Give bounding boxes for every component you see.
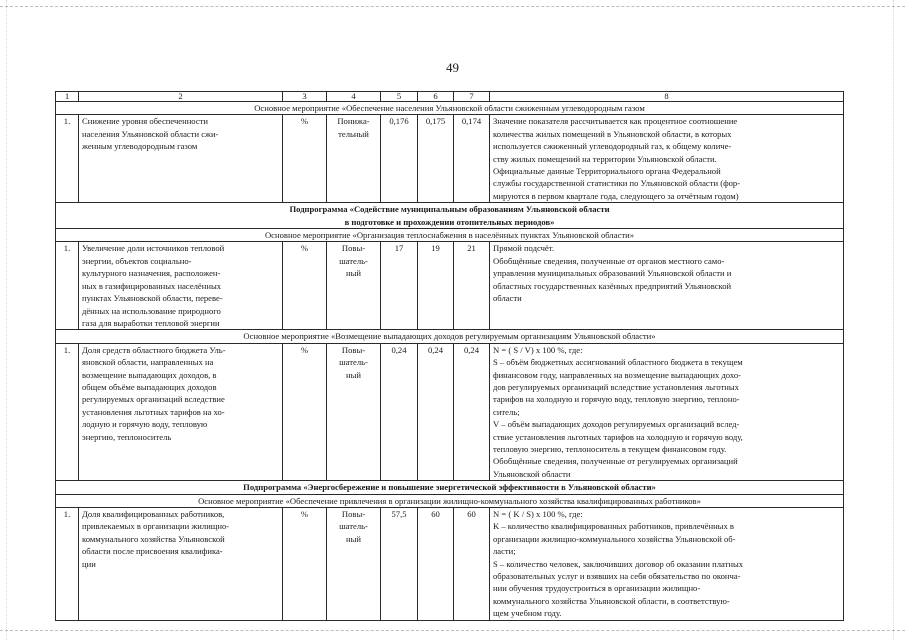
indicator-name: [79, 115, 283, 203]
scan-edge-bottom: [0, 630, 905, 631]
method-description-line: области: [493, 293, 522, 304]
value-year-3: 0,174: [454, 115, 490, 203]
value-year-1: 0,24: [381, 343, 418, 480]
indicator-name-line: Доля квалифицированных работников,: [82, 509, 225, 519]
scan-edge-top: [0, 6, 905, 7]
method-description-line: Ульяновской области: [493, 468, 571, 479]
indicator-name-line: женным углеводородным газом: [82, 141, 198, 152]
indicator-name-line: Доля средств областного бюджета Уль-: [82, 344, 226, 355]
subprogram-row: [56, 481, 844, 494]
indicator-name-line: возмещение выпадающих доходов, в: [82, 369, 217, 380]
value-year-2: 19: [418, 242, 454, 330]
row-number: 1.: [56, 343, 79, 480]
direction-line: Повы-: [341, 243, 366, 254]
direction-line: шатель-: [339, 357, 368, 368]
subprogram-row: [56, 203, 844, 229]
main-event-title: Основное мероприятие «Возмещение выпадающих доходов регулируемым организациям Ульяновской области»: [56, 330, 844, 343]
direction-line: Понижа-: [337, 116, 370, 127]
value-year-3: 60: [454, 508, 490, 621]
indicator-row: [56, 115, 844, 203]
indicator-name-line: ции: [82, 558, 96, 569]
indicator-name: [79, 242, 283, 330]
direction-cell: [327, 508, 381, 621]
method-description-line: Значение показателя рассчитывается как процентное соотношение: [493, 116, 738, 127]
direction-line: шатель-: [339, 521, 368, 532]
method-description-line: Обобщённые сведения, полученные от регулируемых организаций: [493, 456, 738, 467]
indicator-name-line: установления льготных тарифов на хо-: [82, 406, 225, 417]
indicator-name-line: газа для выработки тепловой энергии: [82, 317, 220, 328]
direction-line: ный: [346, 533, 361, 544]
indicator-name-line: лодную и горячую воду, тепловую: [82, 419, 208, 430]
indicator-name-line: яновской области, направленных на: [82, 357, 214, 368]
method-description-line: Обобщённые сведения, полученные от органов местного само-: [493, 255, 725, 266]
indicator-name-line: регулируемых организаций вследствие: [82, 394, 225, 405]
method-description-line: N = ( K / S) x 100 %, где:: [493, 509, 583, 519]
row-number: 1.: [56, 242, 79, 330]
method-description-line: управления муниципальных образований Ульяновской области и: [493, 268, 732, 279]
method-description-line: службы государственной статистики по Ульяновской области (фор-: [493, 178, 741, 189]
main-event-title: Основное мероприятие «Обеспечение населения Ульяновской области сжиженным углеводородным газом: [56, 102, 844, 115]
unit-cell: %: [283, 508, 327, 621]
value-year-2: 0,175: [418, 115, 454, 203]
indicator-name-line: энергии, объектов социально-: [82, 255, 192, 266]
value-year-1: 57,5: [381, 508, 418, 621]
main-event-row: [56, 229, 844, 242]
method-description-line: V – объём выпадающих доходов регулируемых организаций вслед-: [493, 419, 740, 430]
method-description-line: Официальные данные Территориального органа Федеральной: [493, 166, 721, 177]
column-number: 1: [56, 92, 79, 102]
method-description-line: организации жилищно-коммунального хозяйства Ульяновской об-: [493, 533, 736, 544]
value-year-3: 21: [454, 242, 490, 330]
indicator-name-line: привлекаемых в организации жилищно-: [82, 521, 230, 532]
method-description-line: ству жилых помещений на территории Ульяновской области.: [493, 153, 717, 164]
method-description-line: S – объём бюджетных ассигнований областного бюджета в текущем: [493, 357, 743, 368]
row-number: 1.: [56, 115, 79, 203]
column-number: 8: [490, 92, 844, 102]
method-description: [490, 343, 844, 480]
indicator-name-line: Снижение уровня обеспеченности: [82, 116, 208, 127]
direction-line: ный: [346, 268, 361, 279]
main-event-row: [56, 330, 844, 343]
indicator-name: [79, 508, 283, 621]
subprogram-title-line: в подготовке и прохождении отопительных периодов»: [344, 216, 555, 227]
scan-edge-left: [6, 0, 7, 640]
main-event-title: Основное мероприятие «Организация теплоснабжения в населённых пунктах Ульяновской области»: [56, 229, 844, 242]
column-number: 2: [79, 92, 283, 102]
indicator-name-line: коммунального хозяйства Ульяновской: [82, 533, 225, 544]
value-year-3: 0,24: [454, 343, 490, 480]
value-year-2: 60: [418, 508, 454, 621]
page-number: 49: [446, 60, 459, 75]
method-description-line: образовательных услуг и взявших на себя обязательство по оконча-: [493, 571, 741, 582]
value-year-2: 0,24: [418, 343, 454, 480]
method-description-line: щем учебном году.: [493, 608, 562, 619]
direction-line: ный: [346, 369, 361, 380]
method-description-line: N = ( S / V) x 100 %, где:: [493, 344, 583, 355]
row-number: 1.: [56, 508, 79, 621]
method-description-line: ствие установления льготных тарифов на холодную и горячую воду,: [493, 431, 743, 442]
direction-line: шатель-: [339, 255, 368, 266]
unit-cell: %: [283, 115, 327, 203]
main-event-row: [56, 102, 844, 115]
column-number: 3: [283, 92, 327, 102]
direction-cell: [327, 343, 381, 480]
unit-cell: %: [283, 343, 327, 480]
value-year-1: 0,176: [381, 115, 418, 203]
indicator-name-line: дённых на использование природного: [82, 305, 221, 316]
indicator-name-line: энергию, теплоноситель: [82, 431, 172, 442]
method-description: [490, 242, 844, 330]
indicators-table: [55, 91, 844, 621]
method-description-line: областных государственных казённых предприятий Ульяновской: [493, 280, 732, 291]
method-description-line: K – количество квалифицированных работников, привлечённых в: [493, 521, 734, 532]
subprogram-title: [56, 481, 844, 494]
column-number: 6: [418, 92, 454, 102]
method-description-line: S – количество человек, заключивших договор об оказании платных: [493, 558, 744, 569]
indicator-name-line: ных в газифицированных населённых: [82, 280, 222, 291]
main-event-title: Основное мероприятие «Обеспечение привлечения в организации жилищно-коммунального хозяйства квалифицированных работников»: [56, 494, 844, 507]
method-description-line: дов регулируемых организаций вследствие установления льготных: [493, 381, 739, 392]
subprogram-title-line: Подпрограмма «Энергосбережение и повышение энергетической эффективности в Ульяновской области»: [243, 482, 656, 493]
indicator-name-line: культурного назначения, расположен-: [82, 268, 221, 279]
column-number: 5: [381, 92, 418, 102]
direction-line: тельный: [338, 128, 369, 139]
indicator-row: [56, 508, 844, 621]
indicator-name: [79, 343, 283, 480]
method-description-line: коммунального хозяйства Ульяновской области, в соответствую-: [493, 595, 730, 606]
method-description: [490, 508, 844, 621]
scan-edge-right: [893, 0, 894, 640]
method-description-line: Прямой подсчёт.: [493, 243, 554, 254]
method-description-line: нии обучения трудоустроиться в организации жилищно-: [493, 583, 701, 594]
direction-line: Повы-: [341, 509, 366, 519]
indicator-row: [56, 242, 844, 330]
direction-cell: [327, 242, 381, 330]
subprogram-title: [56, 203, 844, 229]
method-description-line: финансовом году, направленных на возмещение выпадающих дохо-: [493, 369, 742, 380]
subprogram-title-line: Подпрограмма «Содействие муниципальным образованиям Ульяновской области: [289, 204, 610, 215]
method-description-line: тепловую энергию, теплоноситель в текущем финансовом году.: [493, 443, 727, 454]
column-number: 7: [454, 92, 490, 102]
main-event-row: [56, 494, 844, 507]
indicator-name-line: общем объёме выпадающих доходов: [82, 381, 217, 392]
indicator-name-line: области после присвоения квалифика-: [82, 546, 223, 557]
method-description-line: используется сжиженный углеводородный газ, к общему количе-: [493, 141, 732, 152]
indicator-name-line: Увеличение доли источников тепловой: [82, 243, 225, 254]
method-description-line: количества жилых помещений в Ульяновской области, в которых: [493, 128, 732, 139]
direction-line: Повы-: [341, 344, 366, 355]
method-description-line: ласти;: [493, 546, 516, 557]
indicator-name-line: пунктах Ульяновской области, переве-: [82, 293, 223, 304]
method-description-line: тарифов на холодную и горячую воду, тепловую энергию, теплоно-: [493, 394, 740, 405]
indicator-name-line: населения Ульяновской области сжи-: [82, 128, 219, 139]
method-description-line: мируются в первом квартале года, следующего за отчётным годом): [493, 190, 739, 201]
value-year-1: 17: [381, 242, 418, 330]
column-number: 4: [327, 92, 381, 102]
method-description-line: ситель;: [493, 406, 520, 417]
unit-cell: %: [283, 242, 327, 330]
method-description: [490, 115, 844, 203]
table-body: [56, 92, 844, 621]
indicator-row: [56, 343, 844, 480]
column-number-row: [56, 92, 844, 102]
direction-cell: [327, 115, 381, 203]
